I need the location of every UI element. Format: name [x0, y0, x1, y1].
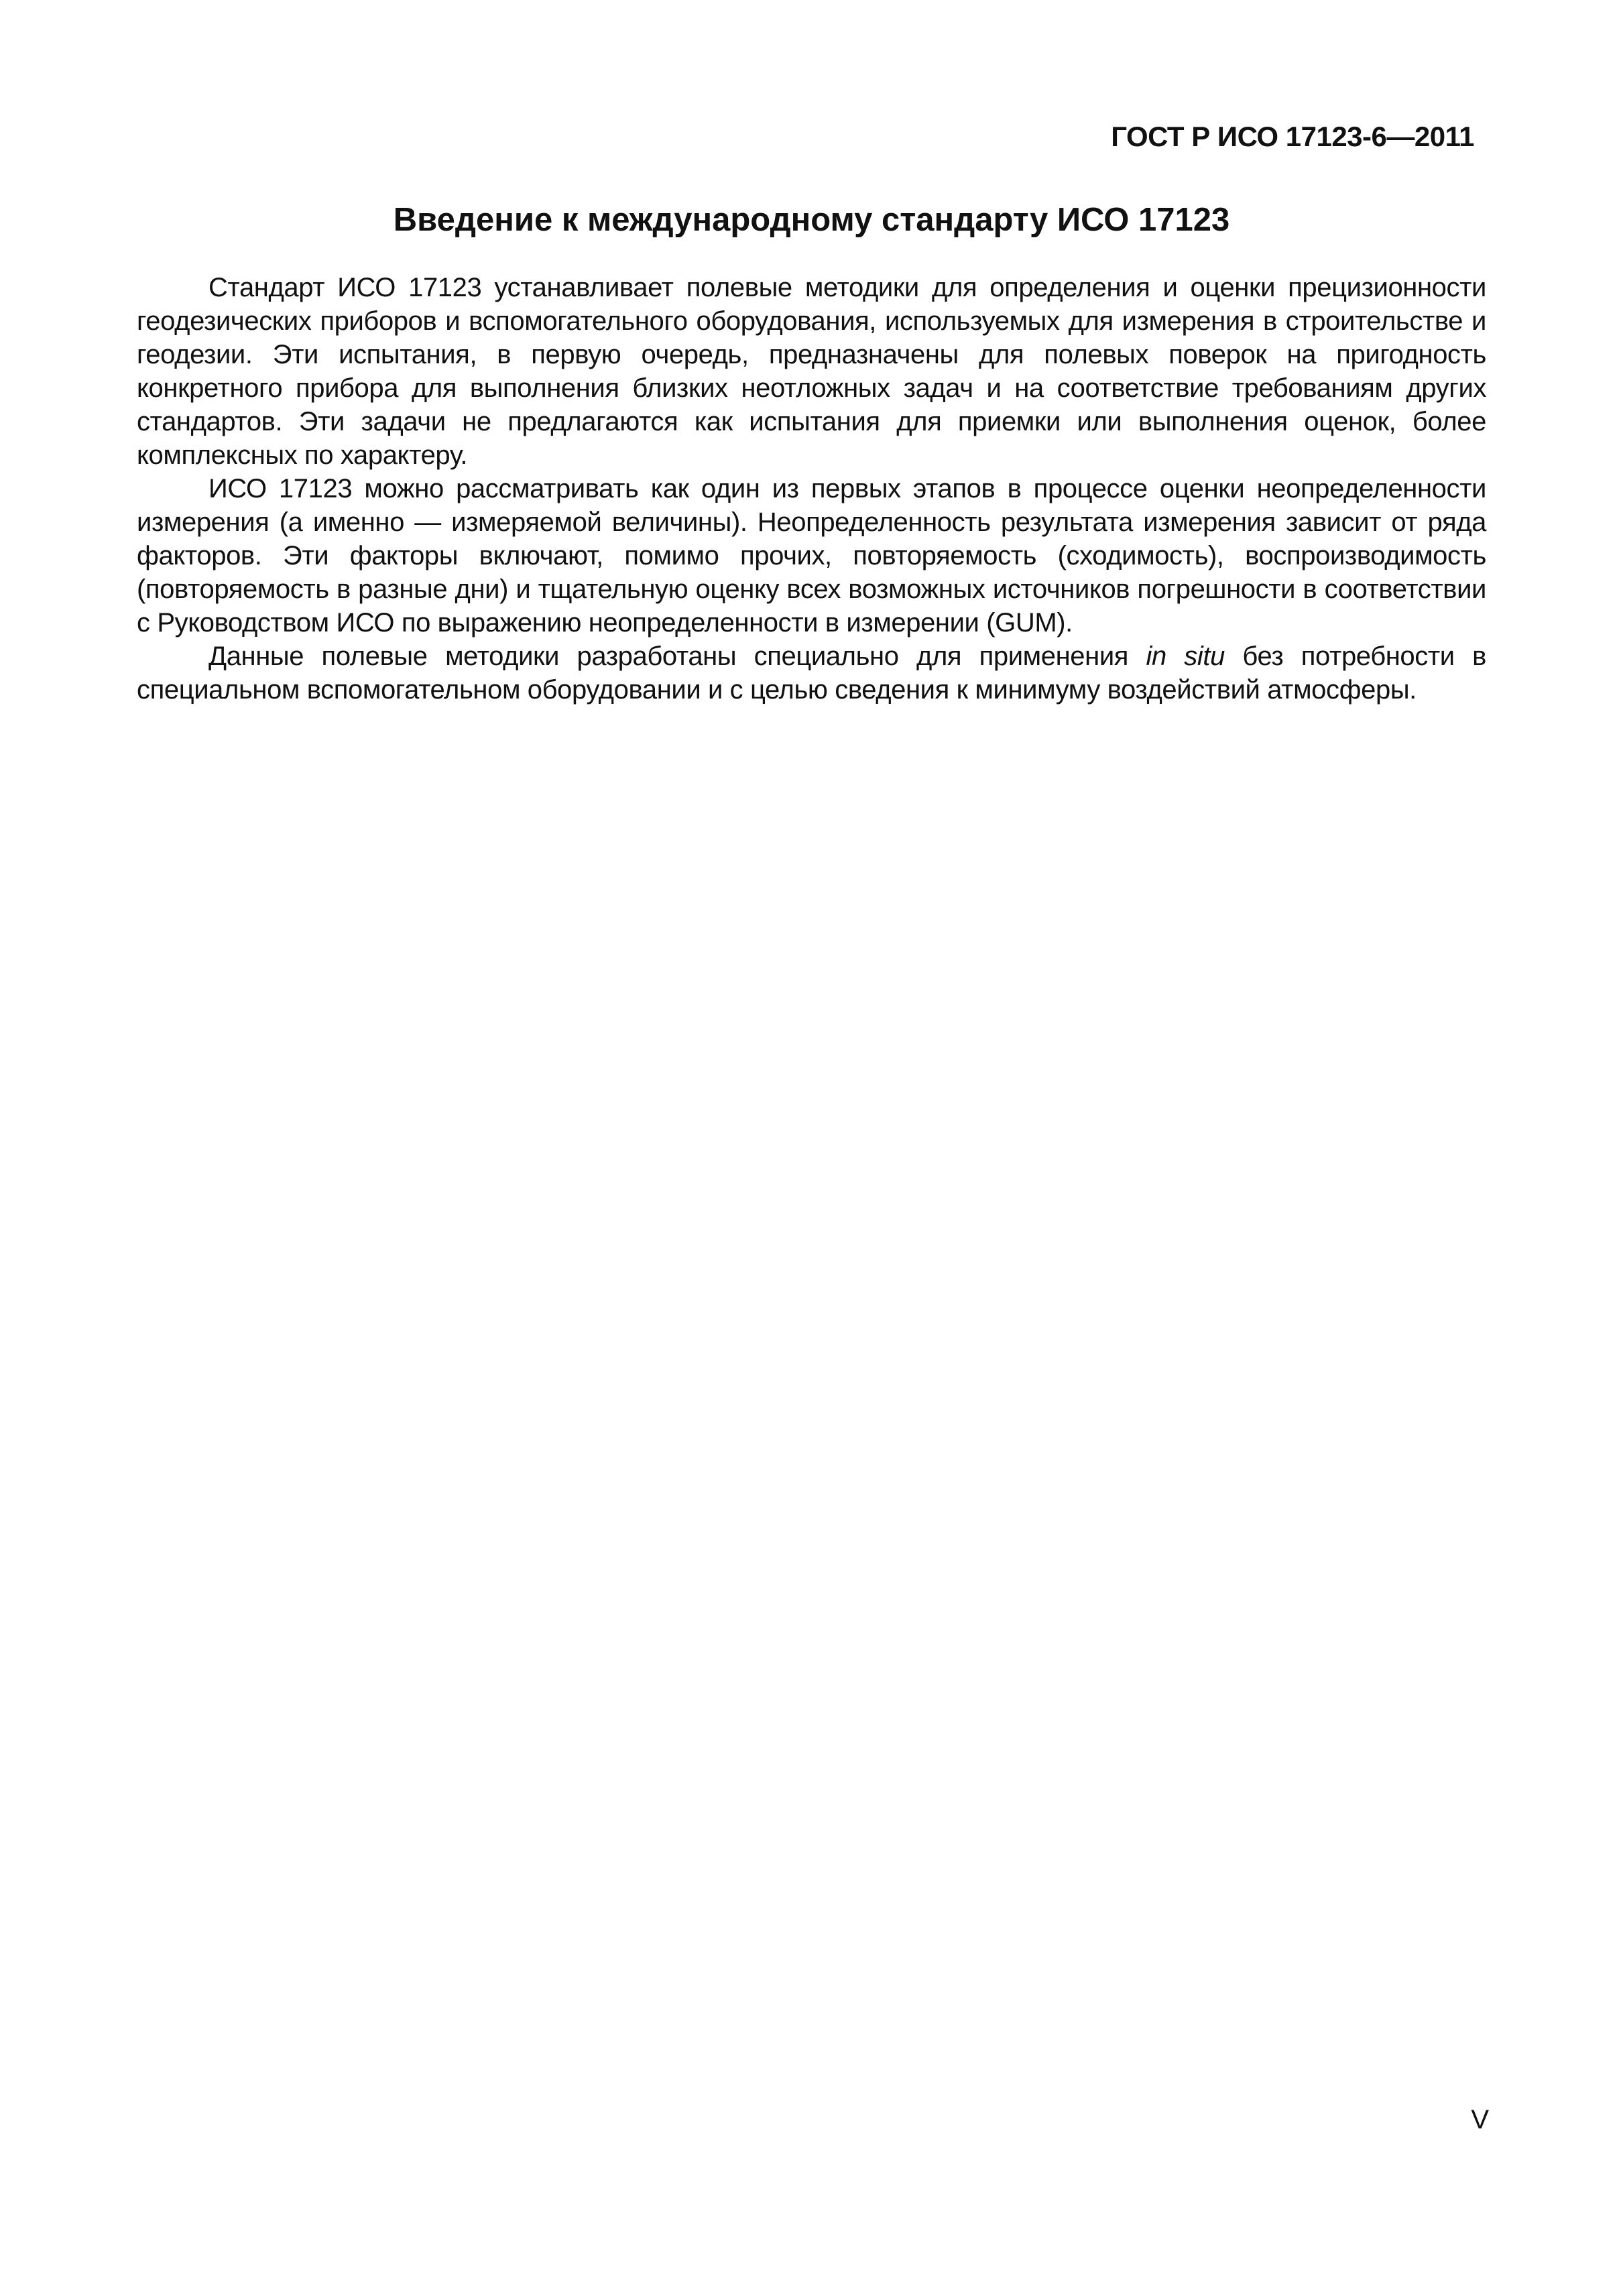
in-situ-term: in situ	[1146, 642, 1225, 671]
section-title: Введение к международному стандарту ИСО 17123	[393, 202, 1230, 238]
paragraph-3-text-after: без потребности в специальном вспомогательном оборудовании и с целью сведения к минимуму воздействий атмосферы.	[137, 642, 1486, 705]
document-code: ГОСТ Р ИСО 17123-6—2011	[1111, 121, 1474, 152]
introduction-body	[137, 271, 1486, 707]
paragraph-2: ИСО 17123 можно рассматривать как один из первых этапов в процессе оценки неопределенности измерения (а именно — измеряемой величины). Неопределенность результата измерения зависит от ряда факторов. Эти факторы включают, помимо прочих, повторяемость (сходимость), воспроизводимость (повторяемость в разные дни) и тщательную оценку всех возможных источников погрешности в соответствии с Руководством ИСО по выражению неопределенности в измерении (GUM).	[137, 474, 1486, 638]
page-number: V	[1471, 2105, 1489, 2134]
paragraph-3-text-before: Данные полевые методики разработаны специально для применения	[208, 642, 1146, 671]
paragraph-3	[137, 640, 1486, 707]
paragraph-1: Стандарт ИСО 17123 устанавливает полевые методики для определения и оценки прецизионности геодезических приборов и вспомогательного оборудования, используемых для измерения в строительстве и геодезии. Эти испытания, в первую очередь, предназначены для полевых поверок на пригодность конкретного прибора для выполнения близких неотложных задач и на соответствие требованиям других стандартов. Эти задачи не предлагаются как испытания для приемки или выполнения оценок, более комплексных по характеру.	[137, 273, 1486, 470]
